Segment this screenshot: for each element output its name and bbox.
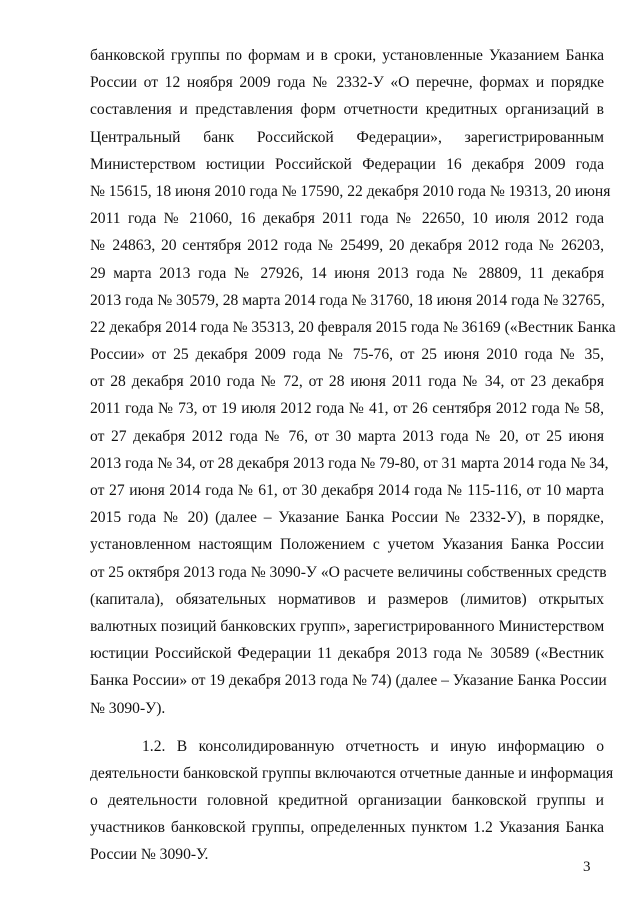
text-line: № 3090-У).: [90, 699, 166, 717]
text-line: Центральный банк Российской Федерации», зарегистрированным: [90, 128, 604, 146]
text-line: 22 декабря 2014 года № 35313, 20 февраля 2015 года № 36169 («Вестник Банка: [90, 318, 616, 336]
text-line: установленном настоящим Положением с учетом Указания Банка России: [90, 536, 604, 554]
paragraph-gap: [90, 722, 604, 733]
text-line: о деятельности головной кредитной организации банковской группы и: [90, 792, 604, 810]
text-line: валютных позиций банковских групп», зарегистрированного Министерством: [90, 617, 605, 635]
page-number: 3: [583, 859, 591, 875]
text-line: 2011 года № 21060, 16 декабря 2011 года № 22650, 10 июля 2012 года: [90, 210, 604, 228]
text-line: Банка России» от 19 декабря 2013 года № 74) (далее – Указание Банка России: [90, 672, 607, 690]
text-line: 2013 года № 34, от 28 декабря 2013 года № 79-80, от 31 марта 2014 года № 34,: [90, 454, 609, 472]
text-line: России от 12 ноября 2009 года № 2332-У «О перечне, формах и порядке: [90, 74, 604, 92]
text-line: 29 марта 2013 года № 27926, 14 июня 2013 года № 28809, 11 декабря: [90, 264, 604, 282]
paragraph-1-2: [90, 733, 614, 869]
text-line: 1.2. В консолидированную отчетность и иную информацию о: [142, 737, 604, 755]
text-line: от 28 декабря 2010 года № 72, от 28 июня 2011 года № 34, от 23 декабря: [90, 373, 604, 391]
text-line: 2011 года № 73, от 19 июля 2012 года № 41, от 26 сентября 2012 года № 58,: [90, 400, 604, 418]
text-line: 2015 года № 20) (далее – Указание Банка России № 2332-У), в порядке,: [90, 509, 604, 527]
text-line: России № 3090-У.: [90, 846, 209, 864]
text-line: юстиции Российской Федерации 11 декабря 2013 года № 30589 («Вестник: [90, 645, 604, 663]
document-body: [90, 42, 616, 869]
text-line: (капитала), обязательных нормативов и размеров (лимитов) открытых: [90, 590, 604, 608]
text-line: № 24863, 20 сентября 2012 года № 25499, 20 декабря 2012 года № 26203,: [90, 237, 604, 255]
text-line: № 15615, 18 июня 2010 года № 17590, 22 декабря 2010 года № 19313, 20 июня: [90, 182, 611, 200]
text-line: от 27 июня 2014 года № 61, от 30 декабря 2014 года № 115-116, от 10 марта: [90, 482, 604, 499]
text-line: от 25 октября 2013 года № 3090-У «О расчете величины собственных средств: [90, 563, 607, 581]
text-line: 2013 года № 30579, 28 марта 2014 года № 31760, 18 июня 2014 года № 32765,: [90, 291, 605, 309]
text-line: банковской группы по формам и в сроки, установленные Указанием Банка: [90, 47, 604, 64]
text-line: составления и представления форм отчетности кредитных организаций в: [90, 101, 604, 119]
text-line: деятельности банковской группы включаются отчетные данные и информация: [90, 764, 614, 782]
text-line: России» от 25 декабря 2009 года № 75-76, от 25 июня 2010 года № 35,: [90, 346, 604, 364]
text-line: от 27 декабря 2012 года № 76, от 30 марта 2013 года № 20, от 25 июня: [90, 427, 604, 445]
text-line: Министерством юстиции Российской Федерации 16 декабря 2009 года: [90, 155, 604, 173]
paragraph-continued-text: [90, 42, 616, 722]
text-line: участников банковской группы, определенных пунктом 1.2 Указания Банка: [90, 819, 604, 837]
